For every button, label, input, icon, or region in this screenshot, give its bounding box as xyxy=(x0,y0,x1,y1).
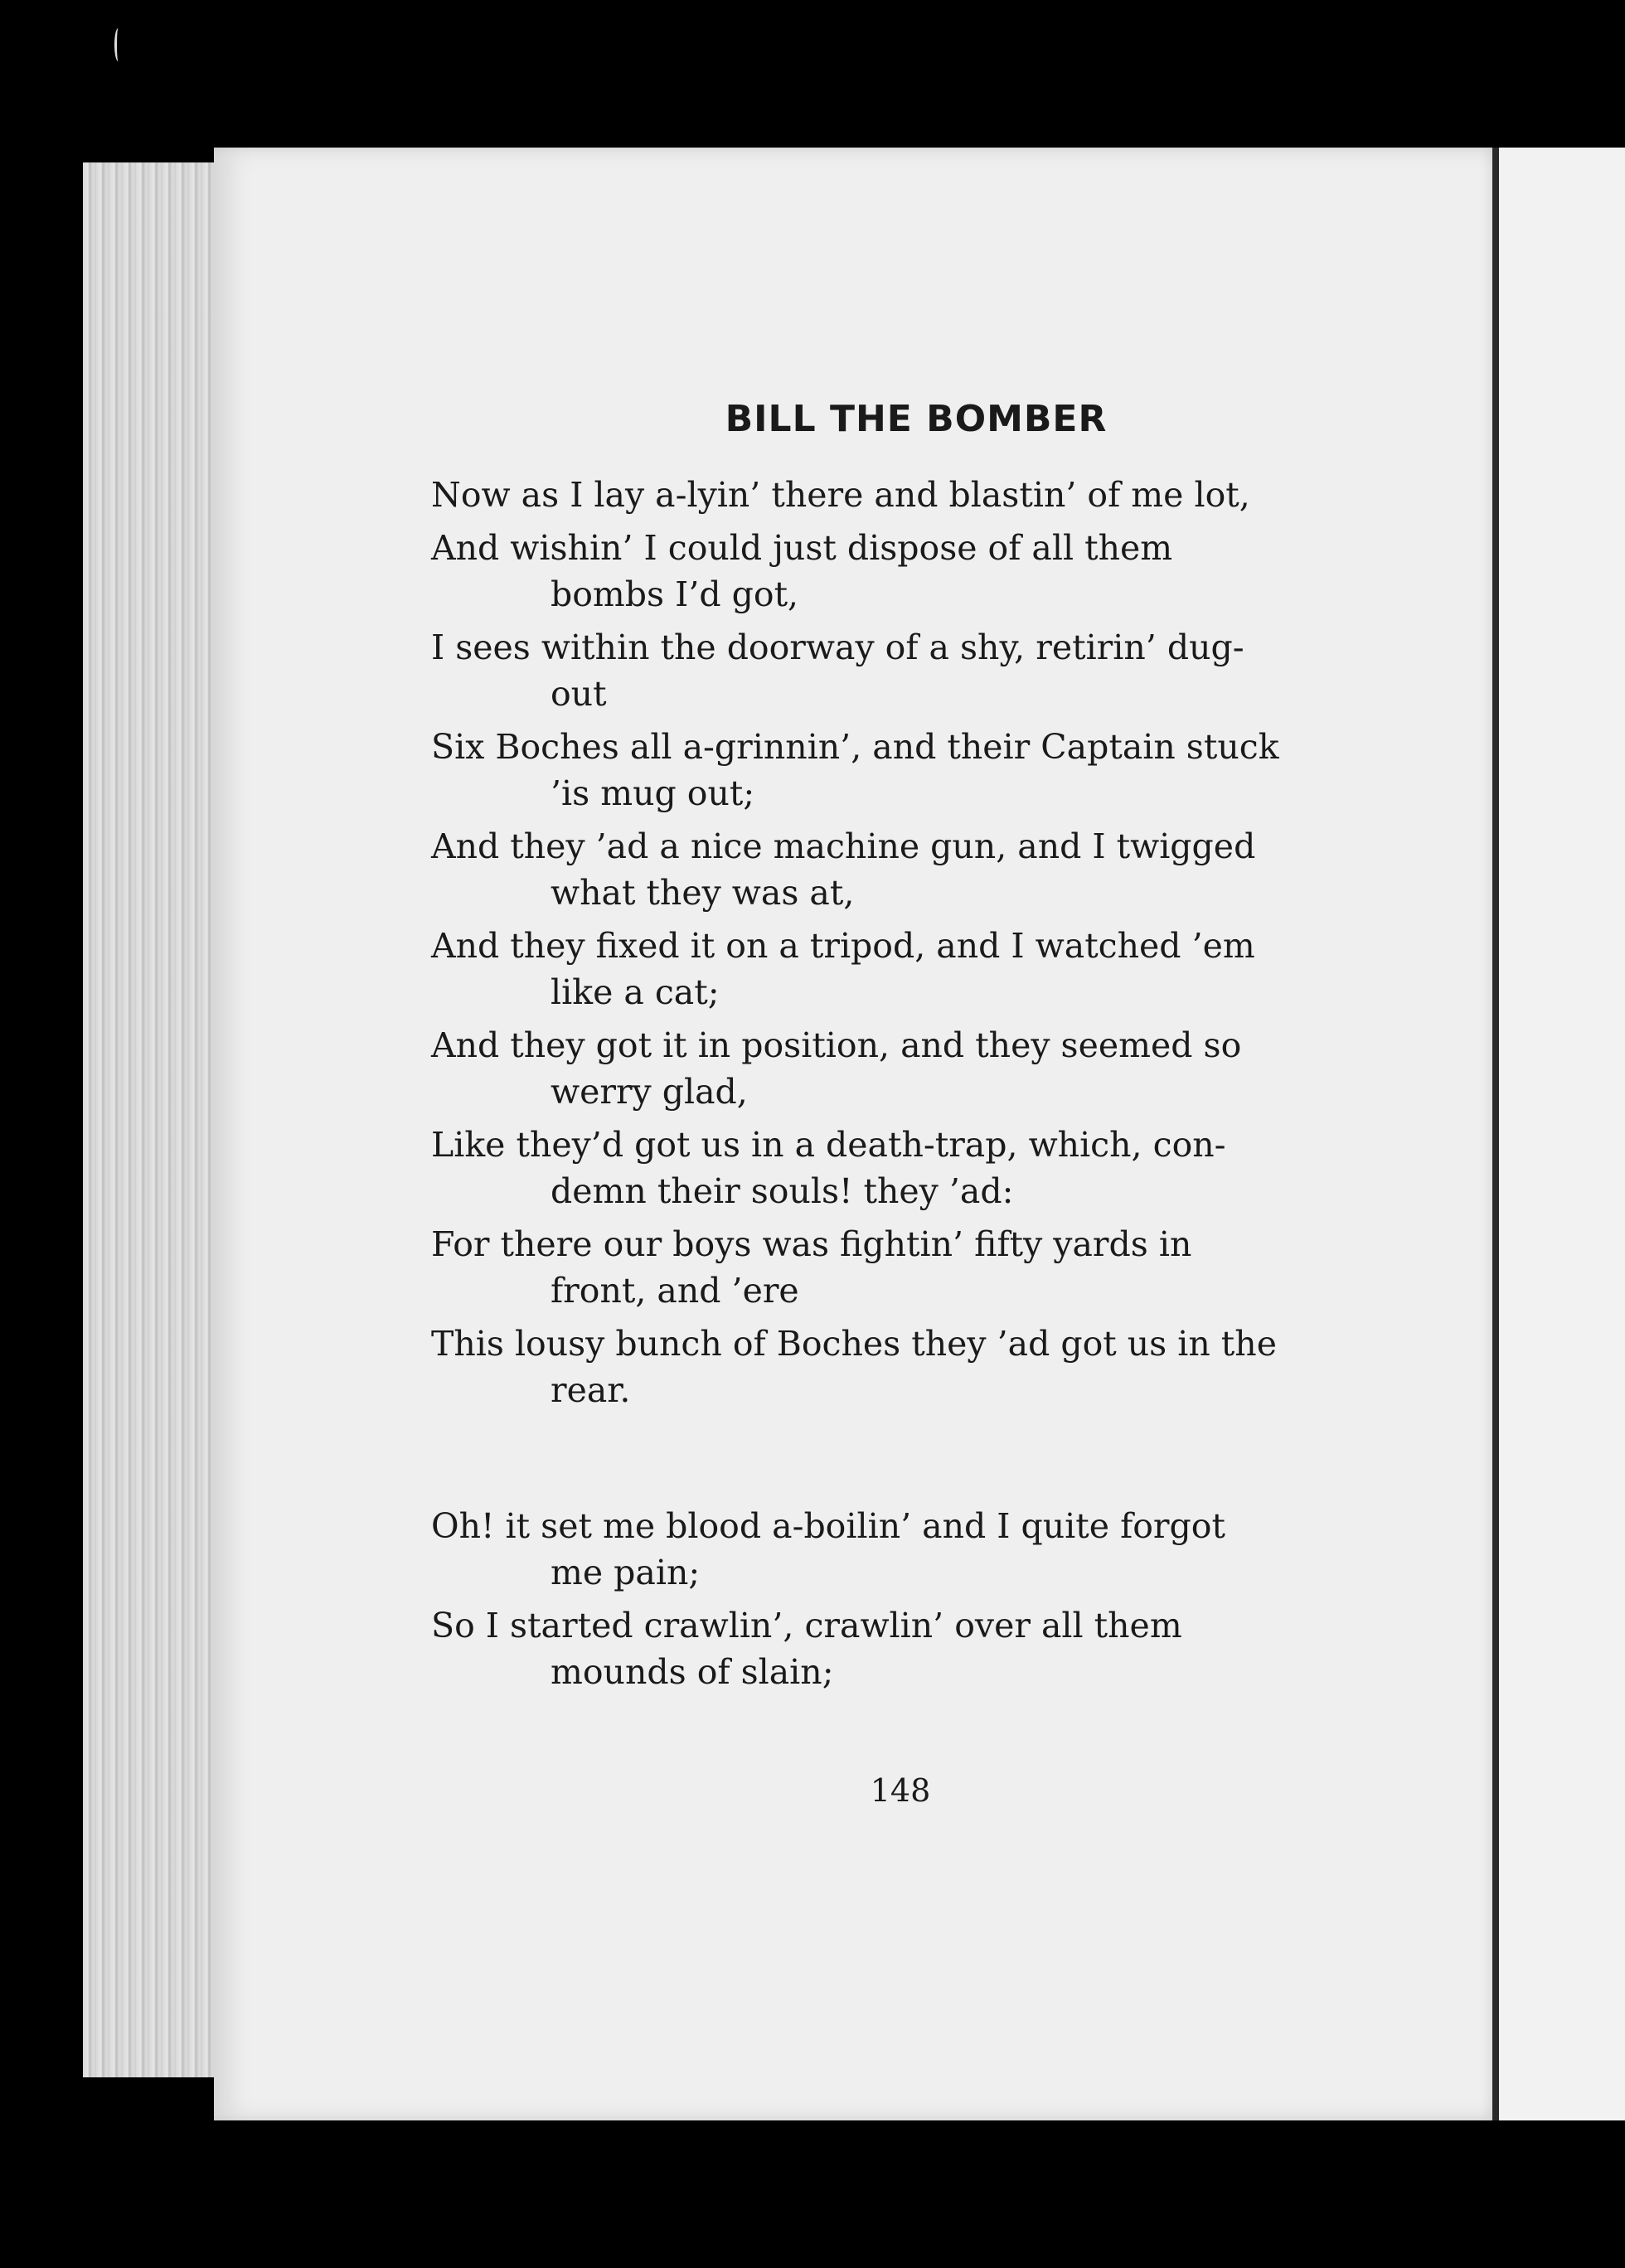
poem-line-continuation: out xyxy=(551,674,607,714)
poem-line-continuation: rear. xyxy=(551,1370,631,1410)
poem-line-continuation: front, and ’ere xyxy=(551,1271,799,1311)
page-content xyxy=(431,398,1351,1695)
poem-line: This lousy bunch of Boches they ’ad got us in the xyxy=(431,1324,1277,1364)
poem-line-continuation: ’is mug out; xyxy=(551,773,755,813)
poem-line-continuation: werry glad, xyxy=(551,1072,748,1112)
poem-line-continuation: me pain; xyxy=(551,1553,701,1592)
page-edges xyxy=(83,162,232,2077)
poem-line-continuation: bombs I’d got, xyxy=(551,574,799,614)
poem-line: And they ’ad a nice machine gun, and I twigged xyxy=(431,826,1256,866)
poem-line: Now as I lay a-lyin’ there and blastin’ of me lot, xyxy=(431,475,1250,515)
stanza-break xyxy=(431,1413,1351,1496)
poem-line-continuation: demn their souls! they ’ad: xyxy=(551,1171,1014,1211)
poem-line-continuation: like a cat; xyxy=(551,972,720,1012)
poem-title: BILL THE BOMBER xyxy=(725,398,1108,440)
page-number: 148 xyxy=(870,1772,931,1809)
stanza-2 xyxy=(431,1503,1351,1695)
stanza-1 xyxy=(431,472,1351,1413)
poem-line: And they fixed it on a tripod, and I watched ’em xyxy=(431,926,1255,966)
poem-line: For there our boys was fightin’ fifty yards in xyxy=(431,1224,1192,1264)
poem-line: And wishin’ I could just dispose of all them xyxy=(431,528,1173,568)
poem-line-continuation: mounds of slain; xyxy=(551,1652,834,1692)
poem-line: And they got it in position, and they seemed so xyxy=(431,1025,1242,1065)
poem-line: Six Boches all a-grinnin’, and their Captain stuck xyxy=(431,727,1279,767)
scan-artifact-mark xyxy=(114,28,122,61)
book-page-right-edge xyxy=(1499,148,1625,2120)
poem-line: Like they’d got us in a death-trap, which, con- xyxy=(431,1125,1226,1165)
poem-line-continuation: what they was at, xyxy=(551,873,855,913)
poem-line: I sees within the doorway of a shy, retirin’ dug- xyxy=(431,628,1244,667)
poem-line: Oh! it set me blood a-boilin’ and I quite forgot xyxy=(431,1506,1225,1546)
poem-line: So I started crawlin’, crawlin’ over all them xyxy=(431,1606,1182,1645)
